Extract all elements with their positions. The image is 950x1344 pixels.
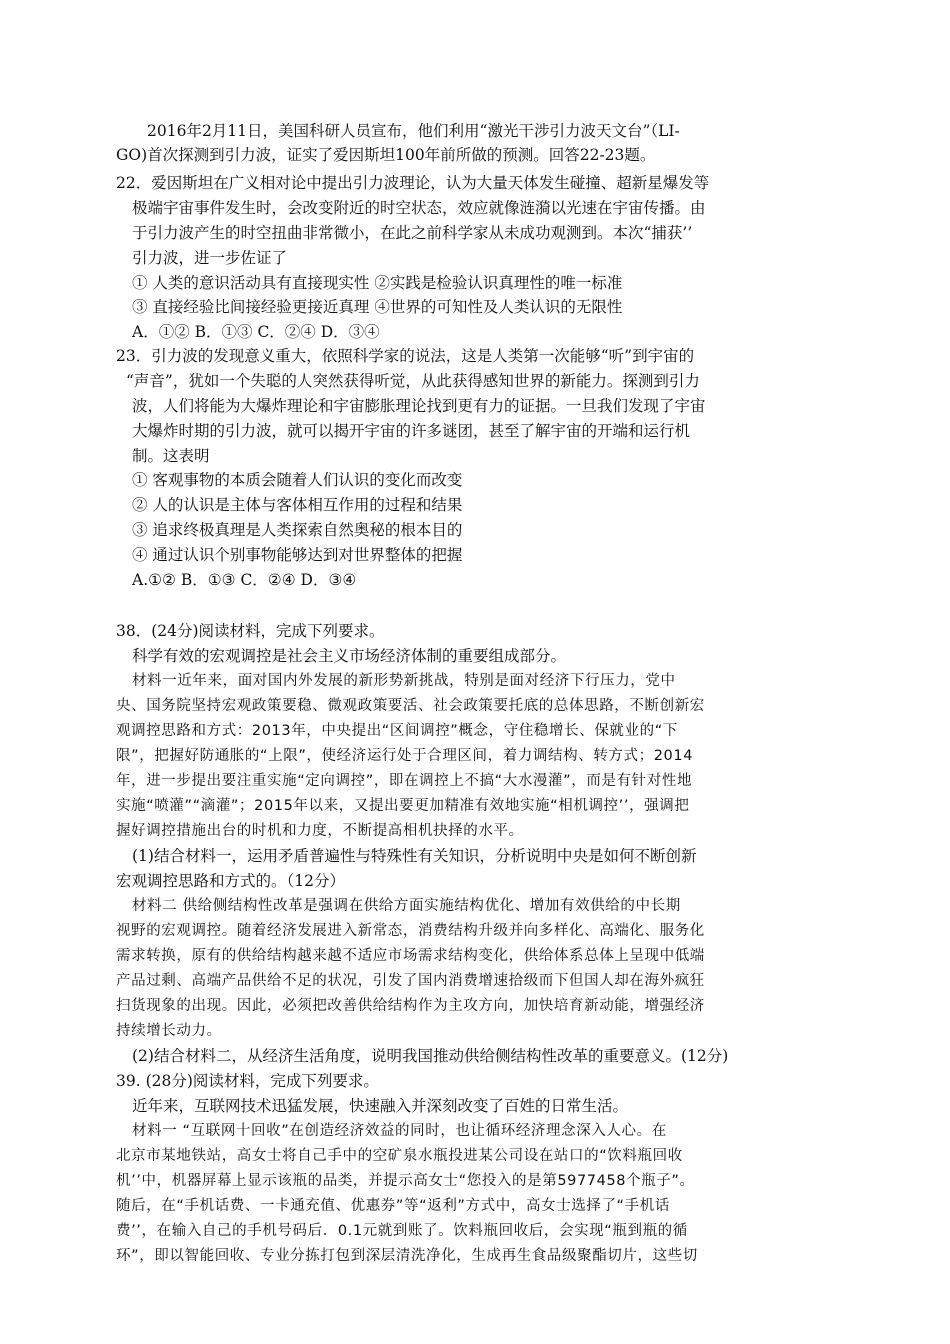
material-1-line: 费’’，在输入自己的手机号码后．0.1元就到账了。饮料瓶回收后，会实现“瓶到瓶的循 (116, 1223, 688, 1239)
material-1-line: 观调控思路和方式：2013年，中央提出“区间调控”概念，守住稳增长、保就业的“下 (116, 723, 678, 739)
question-38-ask-1: (1)结合材料一，运用矛盾普遍性与特殊性有关知识，分析说明中央是如何不断创新 (132, 847, 697, 865)
material-2-line: 材料二 供给侧结构性改革是强调在供给方面实施结构优化、增加有效供给的中长期 (132, 898, 681, 914)
material-1-line: 材料一 “互联网十回收”在创造经济效益的同时，也让循环经济理念深入人心。在 (132, 1123, 667, 1139)
question-38-ask-2: (2)结合材料二，从经济生活角度，说明我国推动供给侧结构性改革的重要意义。(12分) (132, 1047, 729, 1065)
question-23-stem: 23．引力波的发现意义重大，依照科学家的说法，这是人类第一次能够“听”到宇宙的 (116, 347, 695, 365)
question-22-stem: 极端宇宙事件发生时，会改变附近的时空状态，效应就像涟漪以光速在宇宙传播。由 (132, 199, 706, 217)
question-22-option: ① 人类的意识活动具有直接现实性 ②实践是检验认识真理性的唯一标准 (132, 274, 623, 292)
question-39-lead: 近年来，互联网技术迅猛发展，快速融入并深刻改变了百姓的日常生活。 (132, 1097, 629, 1115)
material-2-line: 需求转换，原有的供给结构越来越不适应市场需求结构变化，供给体系总体上呈现中低端 (116, 948, 705, 964)
question-22-stem: 于引力波产生的时空扭曲非常微小，在此之前科学家从未成功观测到。本次“捕获’’ (132, 224, 693, 242)
material-1-line: 随后，在“手机话费、一卡通充值、优惠券”等“返利”方式中，高女士选择了“手机话 (116, 1198, 670, 1214)
question-38-head: 38．(24分)阅读材料，完成下列要求。 (116, 622, 385, 640)
question-23-option: ② 人的认识是主体与客体相互作用的过程和结果 (132, 496, 463, 514)
question-22-stem: 引力波，进一步佐证了 (132, 249, 288, 267)
material-2-line: 扫货现象的出现。因此，必须把改善供给结构作为主攻方向，加快培育新动能，增强经济 (116, 998, 705, 1014)
material-1-line: 央、国务院坚持宏观政策要稳、微观政策要活、社会政策要托底的总体思路，不断创新宏 (116, 698, 705, 714)
intro-line: GO)首次探测到引力波，证实了爱因斯坦100年前所做的预测。回答22-23题。 (116, 146, 656, 164)
question-23-option: ① 客观事物的本质会随着人们认识的变化而改变 (132, 471, 463, 489)
material-2-line: 视野的宏观调控。随着经济发展进入新常态，消费结构升级并向多样化、高端化、服务化 (116, 923, 705, 939)
material-2-line: 持续增长动力。 (116, 1023, 222, 1039)
material-1-line: 限”，把握好防通胀的“上限”，使经济运行处于合理区间，着力调结构、转方式；2014 (116, 748, 694, 764)
question-23-stem: 制。这表明 (132, 447, 210, 465)
question-39-head: 39. (28分)阅读材料，完成下列要求。 (116, 1072, 379, 1090)
question-23-stem: “声音”，犹如一个失聪的人突然获得听觉，从此获得感知世界的新能力。探测到引力 (126, 372, 700, 390)
material-1-line: 机’’中，机器屏幕上显示该瓶的品类，并提示高女士“您投入的是第5977458个瓶子”。 (116, 1173, 695, 1189)
material-1-line: 北京市某地铁站，高女士将自己手中的空矿泉水瓶投进某公司设在站口的“饮料瓶回收 (116, 1148, 683, 1164)
material-1-line: 年，进一步提出要注重实施“定向调控”，即在调控上不搞“大水漫灌”，而是有针对性地 (116, 773, 693, 789)
material-1-line: 握好调控措施出台的时机和力度，不断提高相机抉择的水平。 (116, 823, 524, 839)
question-38-lead: 科学有效的宏观调控是社会主义市场经济体制的重要组成部分。 (132, 647, 567, 665)
question-23-stem: 波，人们将能为大爆炸理论和宇宙膨胀理论找到更有力的证据。一旦我们发现了宇宙 (132, 397, 706, 415)
material-2-line: 产品过剩、高端产品供给不足的状况，引发了国内消费增速拾级而下但国人却在海外疯狂 (116, 973, 705, 989)
intro-line: 2016年2月11日，美国科研人员宣布，他们利用“激光干涉引力波天文台”（LI- (147, 122, 680, 140)
material-1-line: 实施“喷灌”“滴灌”；2015年以来，又提出要更加精准有效地实施“相机调控’’，强调把 (116, 798, 690, 814)
material-1-line: 材料一近年来，面对国内外发展的新形势新挑战，特别是面对经济下行压力，党中 (132, 673, 676, 689)
question-38-ask-1: 宏观调控思路和方式的。（12分） (116, 872, 345, 890)
material-1-line: 环”，即以智能回收、专业分拣打包到深层清洗净化，生成再生食品级聚酯切片，这些切 (116, 1248, 698, 1264)
question-23-stem: 大爆炸时期的引力波，就可以揭开宇宙的许多谜团，甚至了解宇宙的开端和运行机 (132, 422, 691, 440)
question-23-option: ③ 追求终极真理是人类探索自然奥秘的根本目的 (132, 521, 463, 539)
question-22-choices: A．①② B．①③ C．②④ D．③④ (132, 323, 380, 341)
question-22-stem: 22．爱因斯坦在广义相对论中提出引力波理论，认为大量天体发生碰撞、超新星爆发等 (116, 174, 710, 192)
question-23-choices: A.①② B．①③ C．②④ D．③④ (132, 571, 357, 589)
question-22-option: ③ 直接经验比间接经验更接近真理 ④世界的可知性及人类认识的无限性 (132, 298, 623, 316)
question-23-option: ④ 通过认识个别事物能够达到对世界整体的把握 (132, 546, 463, 564)
